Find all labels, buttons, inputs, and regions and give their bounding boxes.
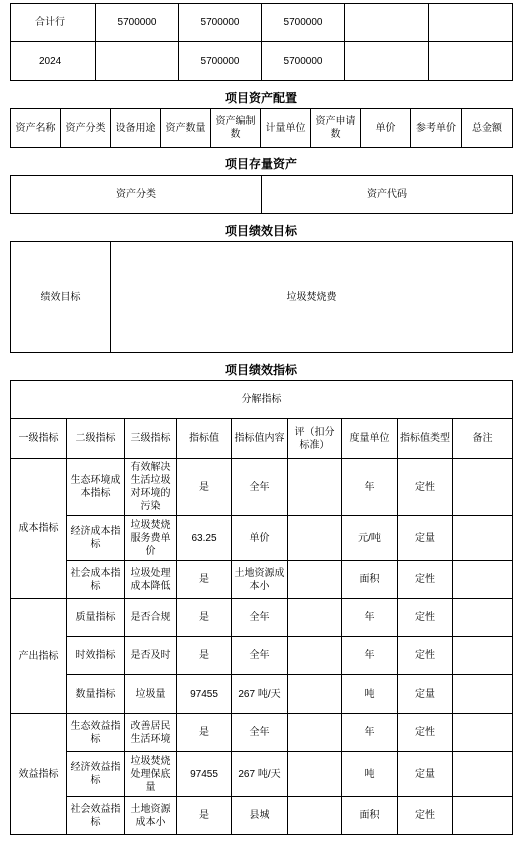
level2-indicator: 经济效益指标 [67, 752, 125, 797]
column-header: 一级指标 [11, 419, 67, 459]
score-standard [288, 752, 342, 797]
level1-indicator: 产出指标 [11, 599, 67, 714]
measure-unit: 吨 [342, 752, 398, 797]
score-standard [288, 797, 342, 835]
table-row [11, 752, 513, 797]
table-row [11, 599, 513, 637]
measure-unit: 吨 [342, 675, 398, 714]
note [453, 516, 513, 561]
level3-indicator: 是否合规 [125, 599, 177, 637]
value-type: 定量 [398, 516, 453, 561]
value-type: 定量 [398, 675, 453, 714]
note [453, 714, 513, 752]
level2-indicator: 社会成本指标 [67, 561, 125, 599]
indicator-value: 63.25 [177, 516, 232, 561]
stock-assets-header-row [11, 176, 513, 214]
perf-top-header: 分解指标 [11, 381, 513, 419]
value-type: 定性 [398, 797, 453, 835]
budget-cell-empty [345, 42, 429, 81]
note [453, 459, 513, 516]
score-standard [288, 516, 342, 561]
level2-indicator: 数量指标 [67, 675, 125, 714]
perf-top-header-row [11, 381, 513, 419]
measure-unit: 面积 [342, 797, 398, 835]
indicator-content: 全年 [232, 599, 288, 637]
perf-goal-label: 绩效目标 [11, 242, 111, 353]
level2-indicator: 生态效益指标 [67, 714, 125, 752]
indicator-value: 是 [177, 637, 232, 675]
indicator-content: 267 吨/天 [232, 675, 288, 714]
note [453, 599, 513, 637]
column-header: 资产代码 [262, 176, 513, 214]
column-header: 指标值类型 [398, 419, 453, 459]
stock-assets-title: 项目存量资产 [224, 157, 297, 171]
level3-indicator: 垃圾处理成本降低 [125, 561, 177, 599]
column-header: 单价 [361, 109, 411, 148]
column-header: 资产分类 [11, 176, 262, 214]
measure-unit: 元/吨 [342, 516, 398, 561]
indicator-value: 97455 [177, 752, 232, 797]
table-row [11, 714, 513, 752]
asset-config-table [10, 108, 513, 148]
table-row [11, 797, 513, 835]
perf-goal-row [11, 242, 513, 353]
level3-indicator: 改善居民生活环境 [125, 714, 177, 752]
measure-unit: 年 [342, 599, 398, 637]
indicator-value: 是 [177, 459, 232, 516]
note [453, 561, 513, 599]
perf-header-row [11, 419, 513, 459]
level1-indicator: 成本指标 [11, 459, 67, 599]
indicator-content: 县城 [232, 797, 288, 835]
level3-indicator: 垃圾量 [125, 675, 177, 714]
value-type: 定量 [398, 752, 453, 797]
column-header: 资产分类 [61, 109, 111, 148]
level2-indicator: 时效指标 [67, 637, 125, 675]
asset-config-header-row [11, 109, 513, 148]
column-header: 二级指标 [67, 419, 125, 459]
column-header: 备注 [453, 419, 513, 459]
value-type: 定性 [398, 714, 453, 752]
level3-indicator: 是否及时 [125, 637, 177, 675]
level3-indicator: 土地资源成本小 [125, 797, 177, 835]
column-header: 资产数量 [161, 109, 211, 148]
measure-unit: 年 [342, 637, 398, 675]
score-standard [288, 459, 342, 516]
score-standard [288, 675, 342, 714]
level1-indicator: 效益指标 [11, 714, 67, 835]
indicator-value: 是 [177, 599, 232, 637]
indicator-content: 全年 [232, 714, 288, 752]
asset-config-title: 项目资产配置 [224, 91, 297, 105]
column-header: 指标值内容 [232, 419, 288, 459]
column-header: 三级指标 [125, 419, 177, 459]
indicator-content: 全年 [232, 637, 288, 675]
budget-row-label: 2024 [11, 42, 96, 81]
level2-indicator: 生态环境成本指标 [67, 459, 125, 516]
budget-cell: 5700000 [179, 4, 262, 42]
table-row [11, 675, 513, 714]
budget-cell-empty [429, 42, 513, 81]
value-type: 定性 [398, 459, 453, 516]
indicator-content: 单价 [232, 516, 288, 561]
budget-cell-empty [429, 4, 513, 42]
value-type: 定性 [398, 637, 453, 675]
stock-assets-table [10, 175, 513, 214]
budget-table [10, 3, 513, 81]
indicator-value: 是 [177, 797, 232, 835]
note [453, 752, 513, 797]
budget-cell: 5700000 [262, 4, 345, 42]
indicator-value: 是 [177, 561, 232, 599]
level2-indicator: 社会效益指标 [67, 797, 125, 835]
budget-row-label: 合计行 [11, 4, 96, 42]
budget-cell: 5700000 [96, 4, 179, 42]
note [453, 797, 513, 835]
level2-indicator: 质量指标 [67, 599, 125, 637]
indicator-value: 是 [177, 714, 232, 752]
score-standard [288, 714, 342, 752]
table-row [11, 516, 513, 561]
measure-unit: 年 [342, 714, 398, 752]
level2-indicator: 经济成本指标 [67, 516, 125, 561]
perf-indicators-table [10, 380, 513, 835]
budget-cell: 5700000 [179, 42, 262, 81]
table-row [11, 459, 513, 516]
budget-cell [96, 42, 179, 81]
budget-row-2024 [11, 42, 513, 81]
perf-goal-table [10, 241, 513, 353]
indicator-value: 97455 [177, 675, 232, 714]
column-header: 参考单价 [411, 109, 462, 148]
budget-cell-empty [345, 4, 429, 42]
measure-unit: 面积 [342, 561, 398, 599]
column-header: 度量单位 [342, 419, 398, 459]
column-header: 资产编制数 [211, 109, 261, 148]
note [453, 637, 513, 675]
column-header: 总金额 [462, 109, 513, 148]
budget-cell: 5700000 [262, 42, 345, 81]
score-standard [288, 599, 342, 637]
column-header: 指标值 [177, 419, 232, 459]
column-header: 评（扣分标准） [288, 419, 342, 459]
score-standard [288, 561, 342, 599]
column-header: 计量单位 [261, 109, 311, 148]
score-standard [288, 637, 342, 675]
perf-indicators-title: 项目绩效指标 [224, 363, 297, 377]
note [453, 675, 513, 714]
budget-row-total [11, 4, 513, 42]
level3-indicator: 垃圾焚烧处理保底量 [125, 752, 177, 797]
column-header: 资产名称 [11, 109, 61, 148]
indicator-content: 全年 [232, 459, 288, 516]
perf-goal-title: 项目绩效目标 [224, 224, 297, 238]
column-header: 设备用途 [111, 109, 161, 148]
indicator-content: 土地资源成本小 [232, 561, 288, 599]
level3-indicator: 有效解决生活垃圾对环境的污染 [125, 459, 177, 516]
level3-indicator: 垃圾焚烧服务费单价 [125, 516, 177, 561]
value-type: 定性 [398, 561, 453, 599]
table-row [11, 561, 513, 599]
value-type: 定性 [398, 599, 453, 637]
table-row [11, 637, 513, 675]
indicator-content: 267 吨/天 [232, 752, 288, 797]
column-header: 资产申请数 [311, 109, 361, 148]
measure-unit: 年 [342, 459, 398, 516]
perf-goal-value: 垃圾焚烧费 [111, 242, 513, 353]
